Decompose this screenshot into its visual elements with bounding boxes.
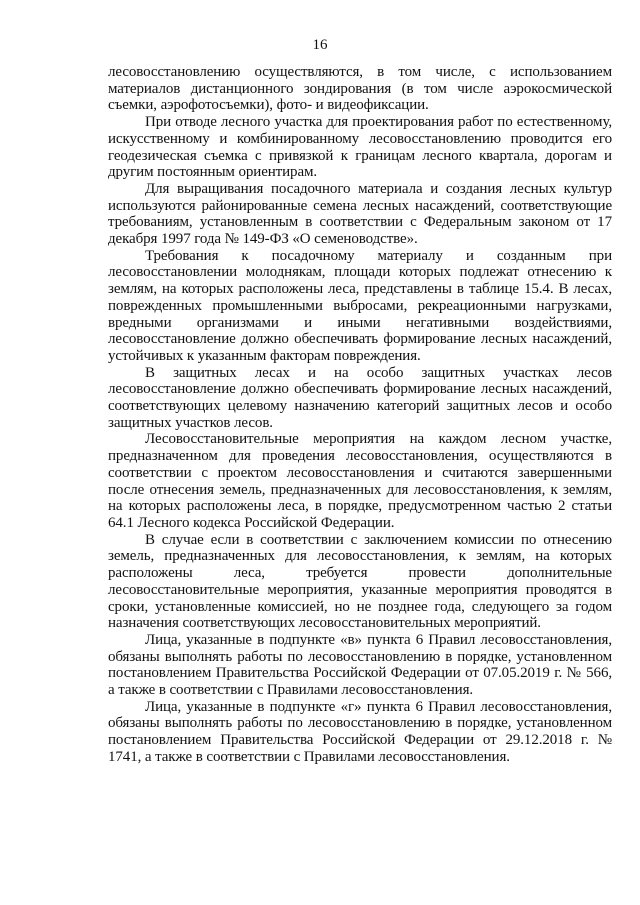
paragraph: Лесовосстановительные мероприятия на каждом лесном участке, предназначенном для проведения лесовосстановления, осуществляются в соответствии с проектом лесовосстановления и считаются завершенными после отнесения земель, предназначенных для лесовосстановления, к землям, на которых расположены леса, в порядке, предусмотренном частью 2 статьи 64.1 Лесного кодекса Российской Федерации. (108, 431, 612, 531)
paragraph: Требования к посадочному материалу и созданным при лесовосстановлении молоднякам, площади которых подлежат отнесению к землям, на которых расположены леса, представлены в таблице 15.4. В лесах, поврежденных промышленными выбросами, рекреационными нагрузками, вредными организмами и иными негативными воздействиями, лесовосстановление должно обеспечивать формирование лесных насаждений, устойчивых к указанным факторам повреждения. (108, 247, 612, 364)
paragraph: лесовосстановлению осуществляются, в том числе, с использованием материалов дистанционного зондирования (в том числе аэрокосмической съемки, аэрофотосъемки), фото- и видеофиксации. (108, 64, 612, 114)
paragraph: В защитных лесах и на особо защитных участках лесов лесовосстановление должно обеспечивать формирование лесных насаждений, соответствующих целевому назначению категорий защитных лесов и особо защитных участков лесов. (108, 364, 612, 431)
page-number: 16 (312, 37, 328, 53)
paragraph: При отводе лесного участка для проектирования работ по естественному, искусственному и комбинированному лесовосстановлению проводится его геодезическая съемка с привязкой к границам лесного квартала, дорогам и другим постоянным ориентирам. (108, 114, 612, 181)
paragraph: Лица, указанные в подпункте «г» пункта 6 Правил лесовосстановления, обязаны выполнять работы по лесовосстановлению в порядке, установленном постановлением Правительства Российской Федерации от 29.12.2018 г. № 1741, а также в соответствии с Правилами лесовосстановления. (108, 698, 612, 765)
body-text (108, 64, 612, 766)
paragraph: Лица, указанные в подпункте «в» пункта 6 Правил лесовосстановления, обязаны выполнять работы по лесовосстановлению в порядке, установленном постановлением Правительства Российской Федерации от 07.05.2019 г. № 566, а также в соответствии с Правилами лесовосстановления. (108, 631, 612, 699)
paragraph: Для выращивания посадочного материала и создания лесных культур используются районированные семена лесных насаждений, соответствующие требованиям, установленным в соответствии с Федеральным законом от 17 декабря 1997 года № 149-ФЗ «О семеноводстве». (108, 180, 612, 248)
paragraph: В случае если в соответствии с заключением комиссии по отнесению земель, предназначенных для лесовосстановления, к землям, на которых расположены леса, требуется провести дополнительные лесовосстановительные мероприятия, указанные мероприятия проводятся в сроки, установленные комиссией, но не позднее года, следующего за годом назначения соответствующих лесовосстановительных мероприятий. (108, 531, 612, 632)
